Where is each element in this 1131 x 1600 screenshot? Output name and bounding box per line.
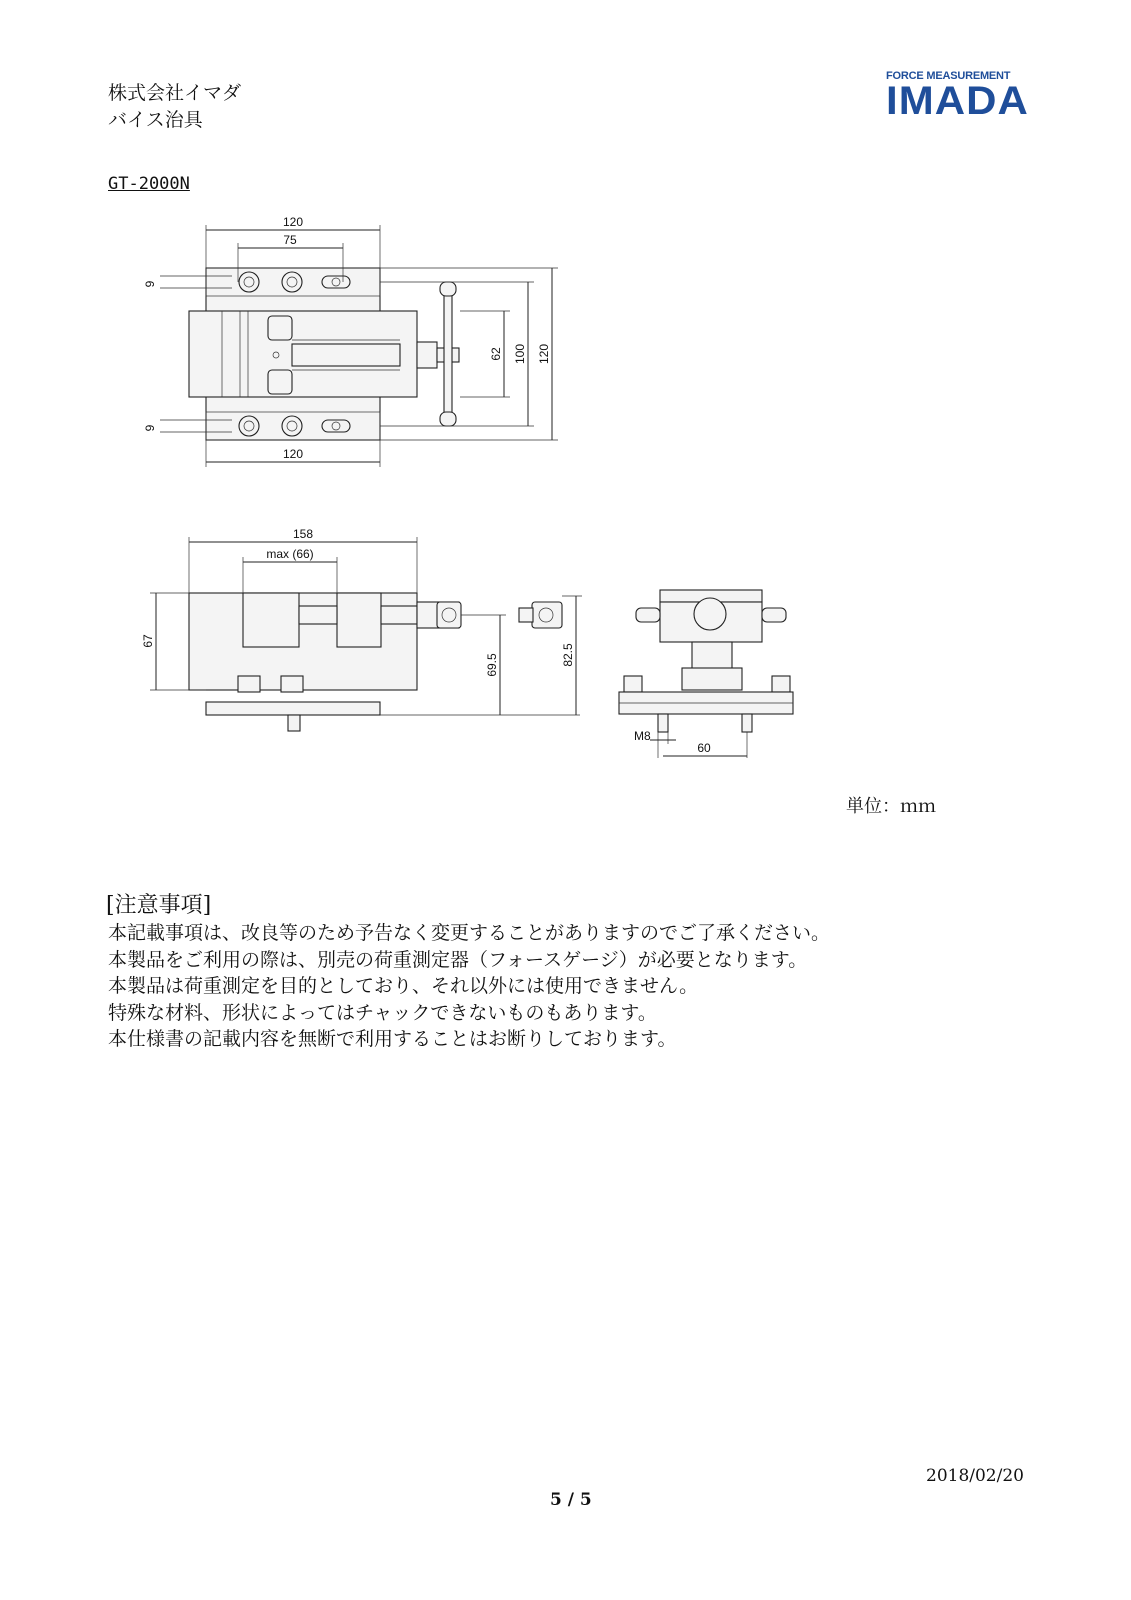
dim-bottom-width: 120 bbox=[282, 447, 304, 461]
dim-total-height: 82.5 bbox=[561, 643, 575, 667]
model-number: GT-2000N bbox=[108, 174, 190, 194]
company-name: 株式会社イマダ bbox=[108, 82, 242, 104]
end-view bbox=[619, 590, 793, 758]
dim-mount-span: 100 bbox=[513, 343, 527, 365]
document-date: 2018/02/20 bbox=[926, 1466, 1024, 1486]
document-header bbox=[108, 80, 241, 134]
unit-label: 単位：ｍｍ bbox=[846, 796, 936, 817]
dim-jaw-span: 62 bbox=[489, 347, 503, 361]
end-screw-circle bbox=[694, 598, 726, 630]
notes-list bbox=[108, 920, 830, 1053]
note-item: 本製品をご利用の際は、別売の荷重測定器（フォースゲージ）が必要となります。 bbox=[108, 948, 808, 971]
logo-tagline: FORCE MEASUREMENT bbox=[886, 70, 1011, 82]
side-base-plate bbox=[206, 702, 380, 715]
note-item: 特殊な材料、形状によってはチャックできないものもあります。 bbox=[108, 1001, 657, 1024]
side-view bbox=[141, 527, 582, 731]
dim-thread: M8 bbox=[634, 729, 651, 743]
dim-max-opening: max (66) bbox=[266, 547, 314, 561]
product-name: バイス治具 bbox=[108, 109, 203, 131]
top-view bbox=[143, 215, 558, 467]
dim-hole-spacing: 75 bbox=[283, 233, 297, 247]
note-item: 本記載事項は、改良等のため予告なく変更することがありますのでご了承ください。 bbox=[108, 922, 831, 944]
technical-drawing bbox=[0, 200, 1131, 770]
dim-depth: 120 bbox=[537, 343, 551, 365]
logo-name: IMADA bbox=[886, 79, 1029, 123]
imada-logo bbox=[886, 70, 1032, 126]
note-item: 本製品は荷重測定を目的としており、それ以外には使用できません。 bbox=[108, 975, 699, 997]
dim-stud-spacing: 60 bbox=[697, 741, 711, 755]
page-number: 5 / 5 bbox=[550, 1490, 592, 1510]
dim-edge-offset-bottom: 9 bbox=[143, 424, 157, 432]
dim-top-width: 120 bbox=[282, 215, 304, 229]
dim-length: 158 bbox=[292, 527, 314, 541]
dim-handle-height: 69.5 bbox=[485, 653, 499, 677]
dim-height: 67 bbox=[141, 634, 155, 648]
dim-edge-offset-top: 9 bbox=[143, 280, 157, 288]
notes-title: [注意事項] bbox=[106, 893, 212, 918]
note-item: 本仕様書の記載内容を無断で利用することはお断りしております。 bbox=[108, 1028, 677, 1050]
